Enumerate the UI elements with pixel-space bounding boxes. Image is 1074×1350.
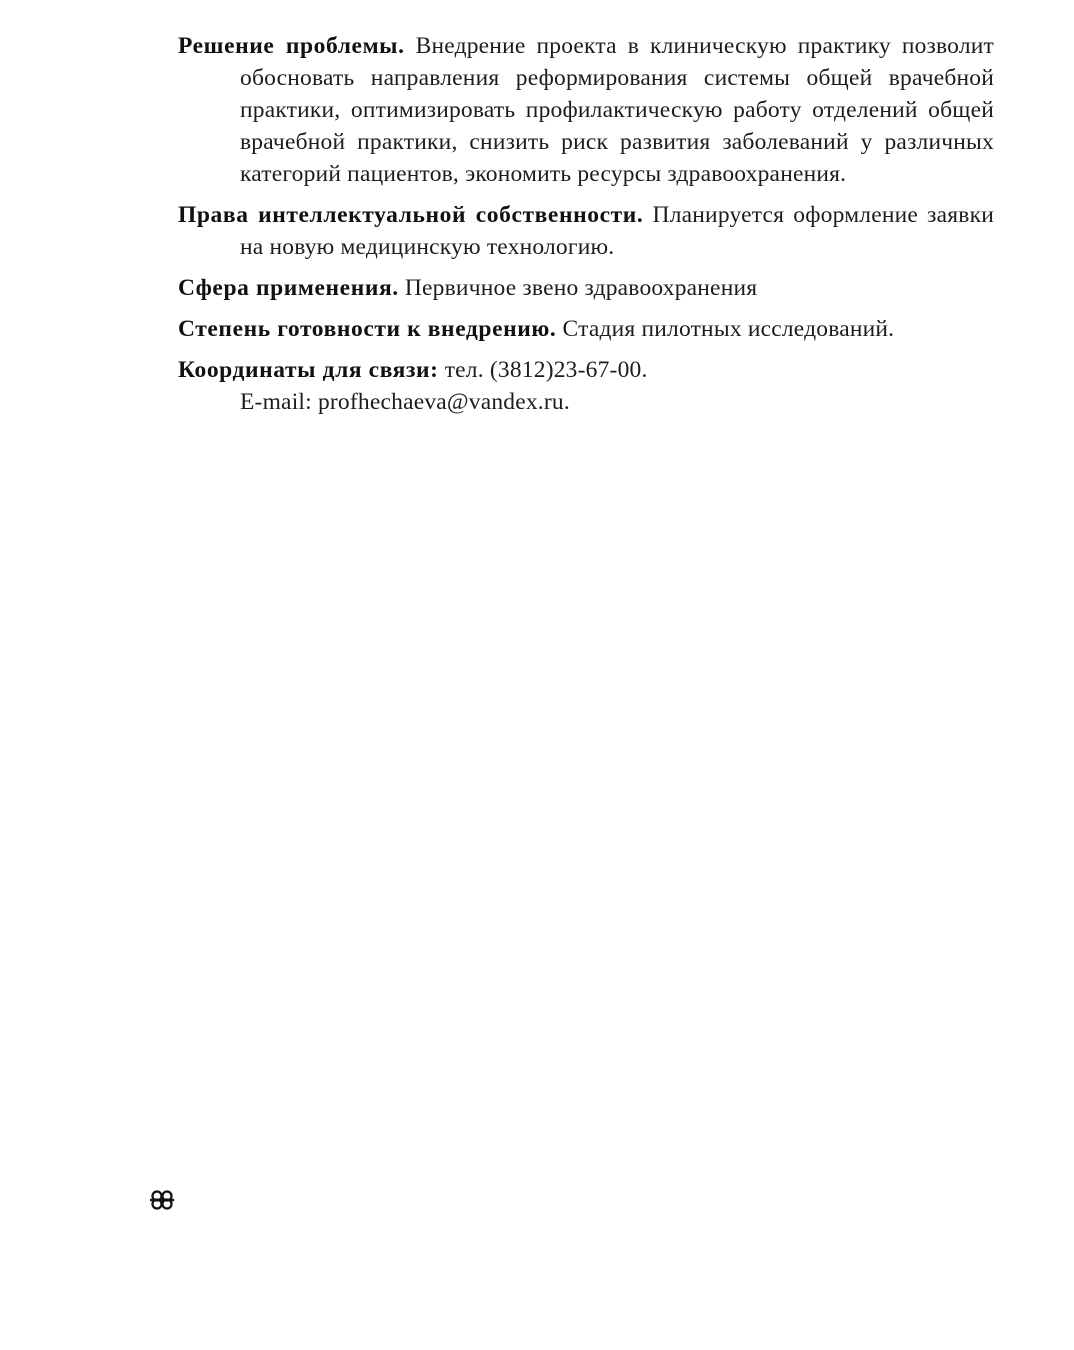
section-text: Внедрение проекта в клиническую практику позволит обосновать направления реформирования системы общей врачебной практики, оптимизировать профилактическую работу отделений общей врачебной практики, снизить риск развития заболеваний у различных категорий пациентов, экономить ресурсы здравоохранения. <box>240 33 994 187</box>
section-label: Сфера применения. <box>178 275 399 301</box>
section-problem-solution <box>178 30 994 190</box>
section-text: Планируется оформление заявки на новую медицинскую технологию. <box>240 202 994 260</box>
section-contacts <box>178 354 994 418</box>
section-intellectual-property <box>178 199 994 263</box>
section-label: Права интеллектуальной собственности. <box>178 202 644 228</box>
fleuron-ornament-icon-svg <box>148 1188 176 1212</box>
section-application-scope <box>178 272 994 304</box>
fleuron-ornament-icon <box>148 1188 176 1212</box>
document-body <box>178 30 994 427</box>
section-text: Первичное звено здравоохранения <box>404 275 758 301</box>
section-readiness <box>178 313 994 345</box>
email-text: E-mail: profhechaeva@vandex.ru. <box>240 389 570 415</box>
section-label: Степень готовности к внедрению. <box>178 316 557 342</box>
section-text: Стадия пилотных исследований. <box>562 316 895 342</box>
section-label: Координаты для связи: <box>178 357 439 383</box>
phone-text: тел. (3812)23-67-00. <box>444 357 648 383</box>
section-label: Решение проблемы. <box>178 33 405 59</box>
